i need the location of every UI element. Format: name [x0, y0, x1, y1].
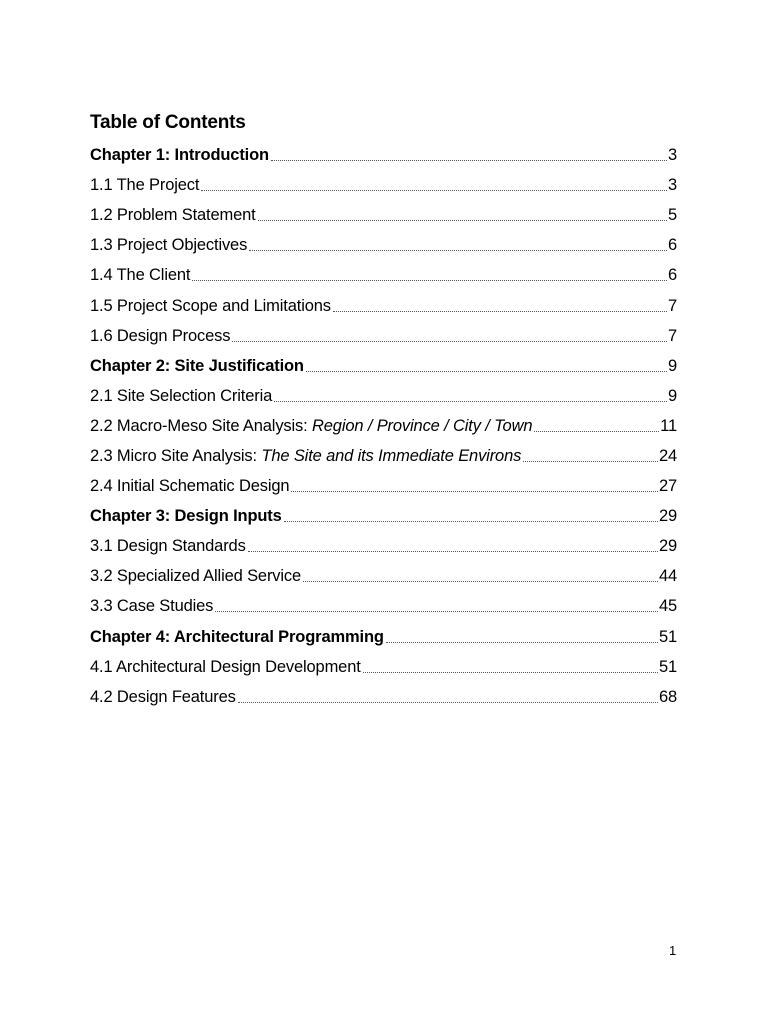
- toc-dot-leader: [306, 356, 667, 376]
- toc-page-number: 6: [667, 266, 677, 285]
- toc-dot-leader: [333, 296, 667, 316]
- toc-section-entry: [90, 411, 677, 441]
- toc-section-entry: [90, 561, 677, 591]
- toc-entry-title: [90, 296, 331, 316]
- toc-entry-title: [90, 356, 304, 376]
- toc-page-number: 24: [658, 446, 677, 465]
- toc-dot-leader: [215, 596, 658, 616]
- toc-entry-label: 1.6 Design Process: [90, 326, 231, 345]
- toc-dot-leader: [303, 566, 658, 586]
- toc-page-number: 7: [667, 296, 677, 315]
- page-number: 1: [669, 943, 677, 958]
- toc-chapter-entry: [90, 501, 677, 531]
- toc-dot-leader: [523, 446, 658, 466]
- toc-page-number: 11: [660, 416, 677, 435]
- toc-entry-title: [90, 596, 213, 616]
- toc-dot-leader: [192, 265, 667, 285]
- toc-dot-leader: [238, 687, 658, 707]
- toc-entry-label: 1.4 The Client: [90, 266, 191, 285]
- toc-dot-leader: [271, 145, 667, 165]
- toc-section-entry: [90, 441, 677, 471]
- toc-entry-title: [90, 326, 230, 346]
- toc-entry-title: [90, 687, 236, 707]
- toc-entry-title: [90, 416, 532, 436]
- toc-entry-label: Chapter 2: Site Justification: [90, 356, 304, 375]
- toc-chapter-entry: [90, 622, 677, 652]
- toc-entry-label: Chapter 1: Introduction: [90, 146, 269, 165]
- toc-entry-title: [90, 657, 361, 677]
- toc-entry-label: 2.3 Micro Site Analysis:: [90, 446, 262, 465]
- toc-dot-leader: [363, 657, 658, 677]
- toc-entry-label: 4.1 Architectural Design Development: [90, 657, 361, 676]
- toc-dot-leader: [232, 326, 667, 346]
- toc-entry-title: [90, 235, 247, 255]
- toc-entry-label: 2.4 Initial Schematic Design: [90, 477, 290, 496]
- toc-entry-label: Chapter 3: Design Inputs: [90, 507, 282, 526]
- toc-entry-title: [90, 145, 269, 165]
- toc-page-number: 7: [667, 326, 677, 345]
- toc-page-number: 29: [658, 507, 677, 526]
- toc-section-entry: [90, 381, 677, 411]
- toc-dot-leader: [258, 205, 667, 225]
- toc-chapter-entry: [90, 140, 677, 170]
- toc-dot-leader: [284, 506, 658, 526]
- toc-section-entry: [90, 321, 677, 351]
- toc-section-entry: [90, 290, 677, 320]
- toc-entry-label: 4.2 Design Features: [90, 687, 236, 706]
- toc-dot-leader: [386, 627, 658, 647]
- toc-section-entry: [90, 200, 677, 230]
- toc-dot-leader: [274, 386, 667, 406]
- toc-section-entry: [90, 591, 677, 621]
- toc-page-number: 9: [667, 386, 677, 405]
- toc-entry-label: 2.1 Site Selection Criteria: [90, 386, 273, 405]
- toc-page-number: 27: [658, 477, 677, 496]
- toc-page-number: 44: [658, 567, 677, 586]
- toc-section-entry: [90, 652, 677, 682]
- toc-entry-title: [90, 265, 190, 285]
- toc-entry-label: 3.3 Case Studies: [90, 597, 214, 616]
- toc-entry-italic-subtitle: Region / Province / City / Town: [312, 416, 533, 435]
- toc-entry-label: Chapter 4: Architectural Programming: [90, 627, 384, 646]
- toc-entry-title: [90, 536, 246, 556]
- toc-entry-title: [90, 566, 301, 586]
- toc-dot-leader: [248, 536, 658, 556]
- toc-entry-title: [90, 506, 282, 526]
- toc-section-entry: [90, 471, 677, 501]
- toc-entry-title: [90, 386, 272, 406]
- toc-section-entry: [90, 682, 677, 712]
- toc-section-entry: [90, 260, 677, 290]
- toc-entry-title: [90, 627, 384, 647]
- toc-entry-title: [90, 175, 199, 195]
- toc-entry-title: [90, 446, 521, 466]
- toc-dot-leader: [201, 175, 667, 195]
- toc-entry-label: 1.2 Problem Statement: [90, 206, 256, 225]
- toc-heading: Table of Contents: [90, 112, 246, 133]
- toc-page-number: 3: [667, 146, 677, 165]
- toc-entry-label: 2.2 Macro-Meso Site Analysis:: [90, 416, 313, 435]
- toc-entry-title: [90, 205, 256, 225]
- toc-entry-label: 3.2 Specialized Allied Service: [90, 567, 302, 586]
- toc-entry-title: [90, 476, 289, 496]
- toc-page-number: 5: [667, 206, 677, 225]
- toc-dot-leader: [534, 416, 659, 436]
- toc-list: [90, 140, 677, 712]
- toc-page-number: 51: [658, 657, 677, 676]
- toc-entry-label: 1.5 Project Scope and Limitations: [90, 296, 331, 315]
- toc-dot-leader: [291, 476, 658, 496]
- toc-chapter-entry: [90, 351, 677, 381]
- toc-page-number: 68: [658, 687, 677, 706]
- toc-entry-label: 1.1 The Project: [90, 176, 200, 195]
- toc-page-number: 45: [658, 597, 677, 616]
- toc-page-number: 9: [667, 356, 677, 375]
- toc-entry-label: 1.3 Project Objectives: [90, 236, 248, 255]
- toc-dot-leader: [249, 235, 667, 255]
- toc-entry-label: 3.1 Design Standards: [90, 537, 246, 556]
- toc-page-number: 6: [667, 236, 677, 255]
- toc-section-entry: [90, 531, 677, 561]
- toc-page-number: 3: [667, 176, 677, 195]
- toc-entry-italic-subtitle: The Site and its Immediate Environs: [261, 446, 522, 465]
- toc-section-entry: [90, 230, 677, 260]
- toc-page-number: 51: [658, 627, 677, 646]
- toc-page-number: 29: [658, 537, 677, 556]
- toc-section-entry: [90, 170, 677, 200]
